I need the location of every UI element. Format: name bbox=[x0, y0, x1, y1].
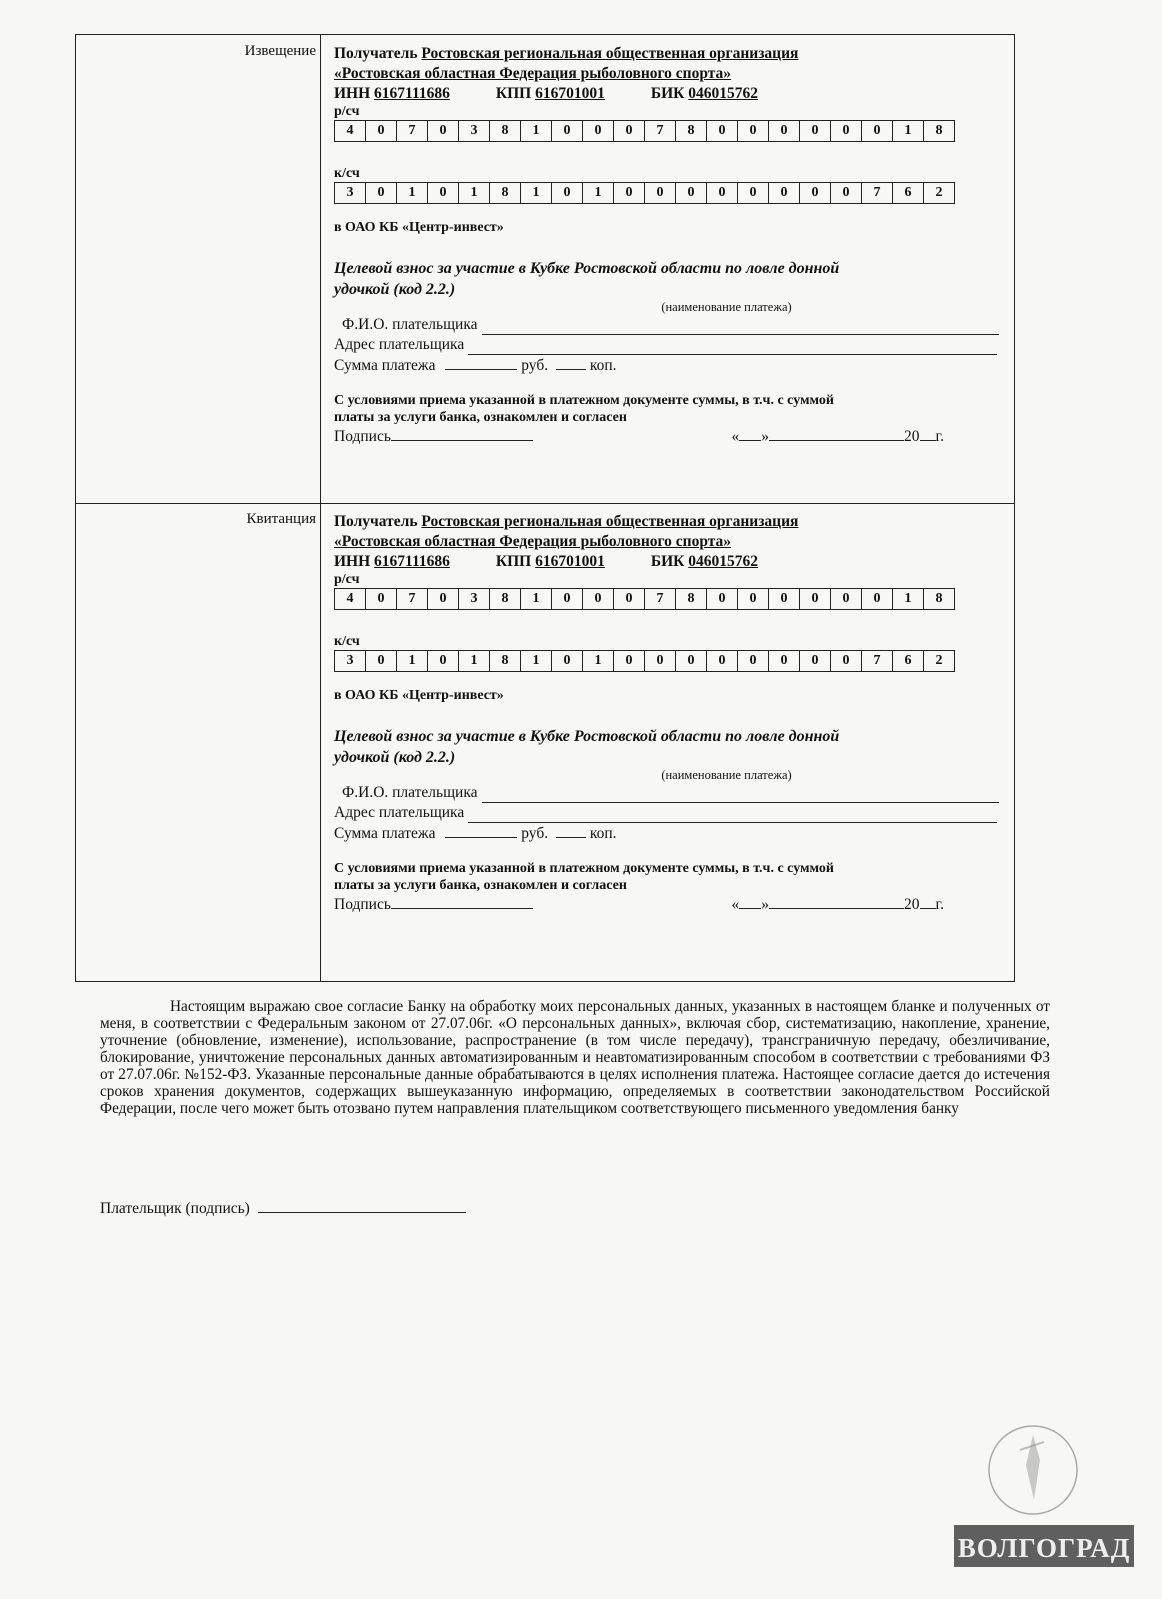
bank-name: в ОАО КБ «Центр-инвест» bbox=[334, 220, 504, 235]
account-digit-cell: 0 bbox=[800, 651, 831, 672]
rs-label: р/сч bbox=[334, 104, 360, 119]
account-digit-cell: 1 bbox=[459, 183, 490, 204]
account-digit-cell: 0 bbox=[552, 651, 583, 672]
recipient-line-2: «Ростовская областная Федерация рыболовного спорта» bbox=[334, 65, 732, 82]
account-digit-cell: 7 bbox=[862, 651, 893, 672]
account-digit-cell: 0 bbox=[707, 589, 738, 610]
account-digit-cell: 0 bbox=[366, 121, 397, 142]
signature-field[interactable]: Подпись bbox=[334, 894, 533, 915]
account-digit-cell: 0 bbox=[738, 651, 769, 672]
account-digit-cell: 1 bbox=[893, 589, 924, 610]
payer-signature-line[interactable] bbox=[258, 1198, 466, 1213]
kpp: КПП 616701001 bbox=[495, 85, 605, 102]
ks-account-cells bbox=[334, 650, 955, 672]
account-digit-cell: 8 bbox=[676, 589, 707, 610]
account-digit-cell: 0 bbox=[800, 589, 831, 610]
account-digit-cell: 3 bbox=[459, 589, 490, 610]
account-digit-cell: 1 bbox=[521, 183, 552, 204]
account-digit-cell: 7 bbox=[645, 121, 676, 142]
requisites-row bbox=[334, 552, 999, 572]
payer-signature-label: Плательщик (подпись) bbox=[100, 1200, 250, 1217]
volgograd-logo-stamp bbox=[948, 1420, 1138, 1585]
account-digit-cell: 8 bbox=[490, 589, 521, 610]
recipient-line-2: «Ростовская областная Федерация рыболовного спорта» bbox=[334, 533, 732, 550]
signature-row bbox=[334, 426, 944, 447]
payment-sum-field[interactable]: Сумма платежа руб. коп. bbox=[334, 825, 617, 842]
account-digit-cell: 6 bbox=[893, 183, 924, 204]
account-digit-cell: 0 bbox=[707, 183, 738, 204]
rs-account-cells bbox=[334, 120, 955, 142]
account-digit-cell: 0 bbox=[645, 183, 676, 204]
payment-purpose: Целевой взнос за участие в Кубке Ростовской области по ловле донной удочкой (код 2.2.) bbox=[334, 260, 840, 298]
account-digit-cell: 0 bbox=[831, 183, 862, 204]
payment-sum-field[interactable]: Сумма платежа руб. коп. bbox=[334, 357, 617, 374]
account-digit-cell: 0 bbox=[831, 121, 862, 142]
account-digit-cell: 8 bbox=[676, 121, 707, 142]
account-digit-cell: 0 bbox=[366, 183, 397, 204]
account-digit-cell: 2 bbox=[924, 651, 955, 672]
account-digit-cell: 0 bbox=[614, 183, 645, 204]
account-digit-cell: 0 bbox=[862, 589, 893, 610]
account-digit-cell: 0 bbox=[676, 651, 707, 672]
account-digit-cell: 0 bbox=[552, 183, 583, 204]
account-digit-cell: 0 bbox=[614, 121, 645, 142]
account-digit-cell: 0 bbox=[428, 589, 459, 610]
account-digit-cell: 8 bbox=[490, 651, 521, 672]
conditions-text: С условиями приема указанной в платежном документе суммы, в т.ч. с суммой платы за услуги банка, ознакомлен и согласен bbox=[334, 393, 834, 425]
kpp: КПП 616701001 bbox=[495, 553, 605, 570]
account-digit-cell: 1 bbox=[521, 651, 552, 672]
ks-account-cells bbox=[334, 182, 955, 204]
account-digit-cell: 8 bbox=[490, 183, 521, 204]
payment-form bbox=[75, 34, 1015, 982]
inn: ИНН 6167111686 bbox=[334, 553, 450, 570]
account-digit-cell: 0 bbox=[552, 589, 583, 610]
account-digit-cell: 1 bbox=[521, 589, 552, 610]
account-digit-cell: 0 bbox=[800, 121, 831, 142]
requisites-row bbox=[334, 84, 999, 104]
account-digit-cell: 8 bbox=[490, 121, 521, 142]
account-digit-cell: 0 bbox=[831, 651, 862, 672]
account-digit-cell: 0 bbox=[366, 651, 397, 672]
bik: БИК 046015762 bbox=[650, 85, 758, 102]
account-digit-cell: 7 bbox=[862, 183, 893, 204]
account-digit-cell: 0 bbox=[428, 183, 459, 204]
account-digit-cell: 4 bbox=[335, 589, 366, 610]
account-digit-cell: 1 bbox=[583, 183, 614, 204]
account-digit-cell: 3 bbox=[459, 121, 490, 142]
account-digit-cell: 0 bbox=[614, 651, 645, 672]
account-digit-cell: 0 bbox=[831, 589, 862, 610]
account-digit-cell: 0 bbox=[552, 121, 583, 142]
account-digit-cell: 1 bbox=[583, 651, 614, 672]
account-digit-cell: 6 bbox=[893, 651, 924, 672]
date-field[interactable]: « » 20 г. bbox=[731, 428, 944, 445]
payer-name-field[interactable]: Ф.И.О. плательщика bbox=[342, 315, 999, 335]
purpose-hint: (наименование платежа) bbox=[661, 300, 792, 314]
account-digit-cell: 0 bbox=[769, 589, 800, 610]
bank-name: в ОАО КБ «Центр-инвест» bbox=[334, 688, 504, 703]
account-digit-cell: 0 bbox=[862, 121, 893, 142]
bik: БИК 046015762 bbox=[650, 553, 758, 570]
payer-signature-row[interactable] bbox=[100, 1198, 466, 1218]
account-digit-cell: 0 bbox=[428, 121, 459, 142]
payer-name-field[interactable]: Ф.И.О. плательщика bbox=[342, 783, 999, 803]
account-digit-cell: 0 bbox=[738, 183, 769, 204]
account-digit-cell: 0 bbox=[738, 589, 769, 610]
account-digit-cell: 0 bbox=[645, 651, 676, 672]
account-digit-cell: 0 bbox=[676, 183, 707, 204]
rs-account-cells bbox=[334, 588, 955, 610]
receipt-section bbox=[334, 512, 999, 915]
conditions-text: С условиями приема указанной в платежном документе суммы, в т.ч. с суммой платы за услуги банка, ознакомлен и согласен bbox=[334, 861, 834, 893]
account-digit-cell: 0 bbox=[769, 651, 800, 672]
inn: ИНН 6167111686 bbox=[334, 85, 450, 102]
date-field[interactable]: « » 20 г. bbox=[731, 896, 944, 913]
notice-section bbox=[334, 44, 999, 447]
consent-text: Настоящим выражаю свое согласие Банку на обработку моих персональных данных, указанных в настоящем бланке и полученных от меня, в соответствии с Федеральным законом от 27.07.06г. «О персональных данных», включая сбор, систематизацию, накопление, хранение, уточнение (обновление, изменение), использование, распространение (в том числе передачу), трансграничную передачу, обезличивание, блокирование, уничтожение персональных данных автоматизированным и неавтоматизированным способом в соответствии с требованиями ФЗ от 27.07.06г. №152-ФЗ. Указанные персональные данные обрабатываются в целях исполнения платежа. Настоящее согласие дается до истечения сроков хранения документов, содержащих вышеуказанную информацию, определяемых в соответствии законодательством Российской Федерации, после чего может быть отозвано путем направления плательщиком соответствующего письменного уведомления банку bbox=[100, 998, 1050, 1117]
ks-label: к/сч bbox=[334, 634, 360, 649]
account-digit-cell: 0 bbox=[769, 121, 800, 142]
column-divider bbox=[320, 35, 321, 981]
account-digit-cell: 7 bbox=[397, 121, 428, 142]
account-digit-cell: 1 bbox=[893, 121, 924, 142]
account-digit-cell: 3 bbox=[335, 183, 366, 204]
receipt-label: Квитанция bbox=[246, 511, 316, 527]
account-digit-cell: 0 bbox=[707, 651, 738, 672]
account-digit-cell: 0 bbox=[707, 121, 738, 142]
payment-purpose: Целевой взнос за участие в Кубке Ростовской области по ловле донной удочкой (код 2.2.) bbox=[334, 728, 840, 766]
account-digit-cell: 0 bbox=[583, 121, 614, 142]
account-digit-cell: 0 bbox=[738, 121, 769, 142]
account-digit-cell: 8 bbox=[924, 121, 955, 142]
payer-address-field[interactable]: Адрес плательщика bbox=[334, 335, 997, 355]
account-digit-cell: 3 bbox=[335, 651, 366, 672]
account-digit-cell: 1 bbox=[521, 121, 552, 142]
account-digit-cell: 8 bbox=[924, 589, 955, 610]
rs-label: р/сч bbox=[334, 572, 360, 587]
account-digit-cell: 1 bbox=[397, 651, 428, 672]
account-digit-cell: 0 bbox=[583, 589, 614, 610]
account-digit-cell: 7 bbox=[397, 589, 428, 610]
account-digit-cell: 4 bbox=[335, 121, 366, 142]
svg-text:ВОЛГОГРАД: ВОЛГОГРАД bbox=[957, 1533, 1131, 1563]
account-digit-cell: 1 bbox=[397, 183, 428, 204]
section-divider bbox=[76, 503, 1014, 504]
account-digit-cell: 0 bbox=[614, 589, 645, 610]
ks-label: к/сч bbox=[334, 166, 360, 181]
account-digit-cell: 7 bbox=[645, 589, 676, 610]
purpose-hint: (наименование платежа) bbox=[661, 768, 792, 782]
account-digit-cell: 0 bbox=[428, 651, 459, 672]
recipient-line: Получатель Ростовская региональная общественная организация bbox=[334, 513, 799, 530]
payer-address-field[interactable]: Адрес плательщика bbox=[334, 803, 997, 823]
account-digit-cell: 1 bbox=[459, 651, 490, 672]
recipient-line: Получатель Ростовская региональная общественная организация bbox=[334, 45, 799, 62]
signature-row bbox=[334, 894, 944, 915]
personal-data-consent bbox=[100, 998, 1050, 1117]
account-digit-cell: 0 bbox=[366, 589, 397, 610]
notice-label: Извещение bbox=[244, 43, 316, 59]
account-digit-cell: 0 bbox=[769, 183, 800, 204]
account-digit-cell: 2 bbox=[924, 183, 955, 204]
account-digit-cell: 0 bbox=[800, 183, 831, 204]
signature-field[interactable]: Подпись bbox=[334, 426, 533, 447]
